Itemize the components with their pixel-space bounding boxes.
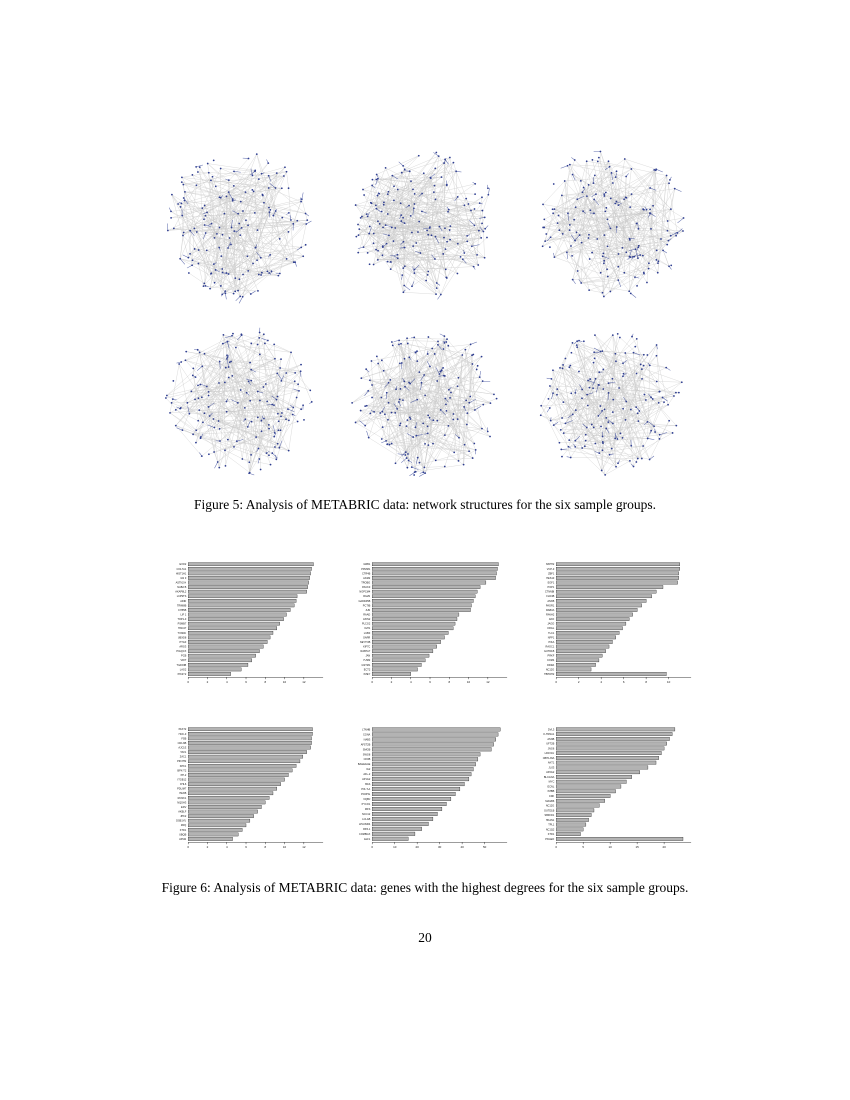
svg-text:ADID: ADID: [180, 599, 187, 603]
svg-text:AFST2B: AFST2B: [360, 743, 371, 747]
svg-text:LIF 1: LIF 1: [180, 613, 187, 617]
svg-text:50: 50: [482, 845, 487, 850]
svg-text:KPK1: KPK1: [179, 764, 187, 768]
svg-text:PSMB7: PSMB7: [177, 622, 187, 626]
svg-text:JAN: JAN: [365, 654, 371, 658]
svg-text:SBFFD1: SBFFD1: [544, 814, 555, 818]
svg-text:NXPH2: NXPH2: [545, 563, 555, 567]
svg-text:2: 2: [577, 680, 580, 685]
svg-text:RAAD: RAAD: [363, 613, 371, 617]
network-panel-group-3: [523, 140, 700, 307]
svg-text:2: 2: [206, 845, 209, 850]
svg-text:RAB3A: RAB3A: [545, 608, 555, 612]
svg-text:FSB: FSB: [181, 737, 187, 741]
svg-text:AP2G2: AP2G2: [546, 771, 555, 775]
svg-text:EDV: EDV: [181, 805, 187, 809]
svg-text:NAB3: NAB3: [363, 738, 371, 742]
svg-text:NCC12: NCC12: [361, 812, 371, 816]
network-panel-group-1: [150, 140, 327, 307]
svg-text:6: 6: [429, 680, 431, 685]
bar-panel-group-1: [155, 552, 327, 695]
svg-text:20: 20: [662, 845, 666, 850]
svg-text:JAGO: JAGO: [547, 622, 555, 626]
svg-text:ASNB: ASNB: [547, 737, 555, 741]
svg-text:GSTM1: GSTM1: [361, 663, 371, 667]
bar-panel-group-3: [523, 552, 695, 695]
svg-text:0: 0: [555, 845, 558, 850]
svg-text:PIKA: PIKA: [548, 640, 555, 644]
svg-text:LPLNM04: LPLNM04: [359, 822, 371, 826]
svg-text:IG2: IG2: [366, 768, 371, 772]
svg-text:AFL-2: AFL-2: [363, 773, 371, 777]
svg-text:LTNHB: LTNHB: [362, 728, 371, 732]
svg-text:PCTIB: PCTIB: [362, 604, 371, 608]
svg-text:8: 8: [264, 680, 267, 685]
svg-text:6: 6: [245, 845, 247, 850]
svg-text:ZAC1: ZAC1: [179, 755, 187, 759]
svg-text:GRB1: GRB1: [363, 563, 371, 567]
svg-text:HNC47: HNC47: [177, 627, 187, 631]
svg-text:PAX72: PAX72: [178, 728, 187, 732]
svg-text:PAGR1: PAGR1: [545, 604, 555, 608]
svg-text:GUTD1B: GUTD1B: [543, 650, 555, 654]
svg-text:PIK2Y2: PIK2Y2: [177, 672, 187, 676]
svg-text:PTGF: PTGF: [179, 640, 187, 644]
svg-text:FHL6: FHL6: [180, 783, 187, 787]
svg-text:10: 10: [393, 845, 397, 850]
svg-text:BPX-T2: BPX-T2: [177, 769, 187, 773]
svg-text:10: 10: [282, 680, 287, 685]
network-panel-group-6: [523, 319, 700, 486]
bar-panel-group-2: [339, 552, 511, 695]
svg-text:ECNL: ECNL: [547, 785, 555, 789]
svg-text:COL7A1: COL7A1: [176, 567, 187, 571]
svg-text:TBHDH2: TBHDH2: [544, 672, 555, 676]
svg-text:EXO2: EXO2: [179, 563, 187, 567]
bar-panel-group-4: [155, 717, 327, 860]
svg-text:6: 6: [245, 680, 247, 685]
svg-text:PYCO1: PYCO1: [361, 802, 371, 806]
svg-text:40: 40: [460, 845, 464, 850]
svg-text:UBXD8: UBXD8: [177, 636, 187, 640]
svg-text:LUBF: LUBF: [363, 631, 371, 635]
figure6-caption: Figure 6: Analysis of METABRIC data: genes with the highest degrees for the six sample groups.: [161, 880, 689, 895]
svg-text:DSB1YU: DSB1YU: [176, 819, 187, 823]
svg-text:PRKF: PRKF: [547, 654, 555, 658]
svg-text:PIK-T-A: PIK-T-A: [361, 788, 371, 792]
svg-text:IGH1: IGH1: [364, 627, 371, 631]
svg-text:HEXB: HEXB: [179, 792, 187, 796]
svg-text:ZRQ: ZRQ: [180, 824, 187, 828]
svg-text:PIGQCX: PIGQCX: [176, 650, 187, 654]
svg-text:0: 0: [371, 845, 374, 850]
svg-text:UFT2B: UFT2B: [546, 742, 555, 746]
svg-text:APGN: APGN: [179, 837, 187, 841]
svg-text:0: 0: [371, 680, 374, 685]
svg-text:CDK: CDK: [548, 794, 555, 798]
svg-text:2: 2: [206, 680, 209, 685]
svg-text:GARR: GARR: [362, 636, 371, 640]
svg-text:UBQB: UBQB: [179, 833, 187, 837]
svg-text:NEYTOB: NEYTOB: [359, 640, 371, 644]
svg-text:8: 8: [645, 680, 647, 685]
svg-text:AP1G2: AP1G2: [362, 778, 371, 782]
svg-text:20: 20: [415, 845, 419, 850]
svg-text:VRIT: VRIT: [180, 659, 187, 663]
svg-text:ECT2: ECT2: [363, 668, 371, 672]
svg-text:RAOC1: RAOC1: [545, 645, 555, 649]
bar-panel-group-6: [523, 717, 695, 860]
svg-text:BAS: BAS: [365, 783, 371, 787]
svg-text:TRIM8B: TRIM8B: [176, 604, 187, 608]
svg-text:NOPCM4: NOPCM4: [359, 590, 371, 594]
svg-text:SMGB: SMGB: [362, 748, 371, 752]
svg-text:PCDHG: PCDHG: [361, 793, 371, 797]
svg-text:HKAN1: HKAN1: [545, 818, 555, 822]
svg-text:LAG2: LAG2: [179, 668, 187, 672]
svg-text:CTR4B: CTR4B: [361, 572, 371, 576]
svg-text:PZBB: PZBB: [547, 790, 555, 794]
svg-text:4: 4: [225, 845, 228, 850]
svg-text:JUJ3: JUJ3: [548, 766, 555, 770]
svg-text:PKGEO: PKGEO: [545, 837, 555, 841]
bar-panel-group-5: [339, 717, 511, 860]
svg-text:GADD45B: GADD45B: [358, 599, 371, 603]
svg-text:KRGL: KRGL: [547, 627, 555, 631]
svg-text:CYB5B: CYB5B: [177, 608, 187, 612]
svg-text:CBH1JNA: CBH1JNA: [542, 756, 555, 760]
svg-text:FLD4B: FLD4B: [546, 595, 555, 599]
svg-text:12: 12: [302, 845, 306, 850]
svg-text:HIST1H1: HIST1H1: [175, 572, 187, 576]
svg-text:0: 0: [187, 845, 190, 850]
svg-text:0: 0: [555, 680, 558, 685]
svg-text:CK0B: CK0B: [363, 758, 371, 762]
svg-text:GUTD1B: GUTD1B: [543, 809, 555, 813]
svg-text:PZEY: PZEY: [363, 672, 371, 676]
svg-text:GN 3: GN 3: [180, 576, 187, 580]
svg-text:HCK-3: HCK-3: [178, 732, 187, 736]
svg-text:PLCG2: PLCG2: [361, 622, 371, 626]
svg-text:ELF1: ELF1: [364, 837, 371, 841]
svg-text:AKBLF: AKBLF: [178, 810, 187, 814]
svg-text:BLCGNA: BLCGNA: [543, 775, 555, 779]
svg-text:YUSM: YUSM: [362, 659, 371, 663]
svg-text:NAB2 B: NAB2 B: [177, 586, 187, 590]
svg-text:AASM: AASM: [363, 576, 371, 580]
svg-text:AKT1: AKT1: [547, 761, 555, 765]
svg-text:8: 8: [264, 845, 267, 850]
svg-text:TLC1: TLC1: [548, 631, 555, 635]
svg-text:4: 4: [225, 680, 228, 685]
svg-text:NQBJ: NQBJ: [363, 797, 371, 801]
svg-text:TAV1: TAV1: [180, 751, 187, 755]
figure5-caption: Figure 5: Analysis of METABRIC data: network structures for the six sample groups.: [194, 497, 656, 512]
svg-text:12: 12: [486, 680, 490, 685]
svg-text:5: 5: [582, 845, 585, 850]
svg-text:TROBG: TROBG: [361, 581, 371, 585]
svg-text:PCB: PCB: [181, 654, 187, 658]
svg-text:TOP1-3: TOP1-3: [177, 618, 187, 622]
network-panel-group-2: [337, 140, 514, 307]
svg-text:RG2N: RG2N: [363, 595, 371, 599]
svg-text:0: 0: [187, 680, 190, 685]
svg-text:POP1: POP1: [547, 586, 555, 590]
svg-text:NC12G: NC12G: [545, 668, 555, 672]
svg-text:8: 8: [448, 680, 451, 685]
figure6-bar-grid: [155, 552, 695, 860]
svg-text:4: 4: [409, 680, 412, 685]
svg-text:COMBGX: COMBGX: [359, 832, 371, 836]
svg-text:ANXB: ANXB: [547, 599, 555, 603]
svg-text:10: 10: [282, 845, 287, 850]
svg-text:KIF7C: KIF7C: [363, 645, 371, 649]
svg-text:SWG8: SWG8: [362, 753, 371, 757]
svg-text:KTD1: KTD1: [547, 833, 555, 837]
svg-text:ITGB12: ITGB12: [177, 778, 187, 782]
svg-text:VCP-3: VCP-3: [546, 567, 555, 571]
svg-text:NC1Q2: NC1Q2: [545, 828, 555, 832]
svg-text:LCLAB: LCLAB: [362, 817, 371, 821]
svg-text:LCP9TS: LCP9TS: [176, 595, 187, 599]
svg-text:HES13: HES13: [546, 576, 555, 580]
svg-text:AXIN2: AXIN2: [362, 618, 371, 622]
figure5-network-grid: [150, 140, 700, 485]
svg-text:PACK3: PACK3: [362, 586, 371, 590]
svg-text:AJC1E: AJC1E: [178, 746, 187, 750]
svg-text:CRLNB: CRLNB: [177, 741, 187, 745]
svg-text:10: 10: [666, 680, 671, 685]
svg-text:NC12G: NC12G: [545, 804, 555, 808]
svg-text:AKAP8L2: AKAP8L2: [175, 590, 187, 594]
svg-text:RAB7A7: RAB7A7: [360, 650, 371, 654]
svg-text:JUN: JUN: [365, 608, 371, 612]
svg-text:6: 6: [622, 680, 625, 685]
svg-text:PPMM1: PPMM1: [361, 567, 371, 571]
svg-text:10: 10: [466, 680, 471, 685]
svg-text:COM4: COM4: [546, 659, 555, 663]
svg-text:MAGB6: MAGB6: [545, 799, 555, 803]
svg-text:12: 12: [302, 680, 306, 685]
svg-text:TPL1: TPL1: [548, 823, 555, 827]
svg-text:RAVH2: RAVH2: [546, 613, 555, 617]
page-number: 20: [418, 930, 432, 945]
svg-text:RK5-1: RK5-1: [363, 827, 371, 831]
svg-text:PP-2: PP-2: [180, 773, 187, 777]
svg-text:BAGEAGE: BAGEAGE: [357, 763, 371, 767]
svg-text:15: 15: [635, 845, 639, 850]
svg-text:NFP1: NFP1: [547, 636, 555, 640]
svg-text:DVL3: DVL3: [547, 728, 555, 732]
svg-text:LRAY1U: LRAY1U: [544, 752, 555, 756]
svg-text:ARG3: ARG3: [179, 645, 187, 649]
svg-text:TXNDC: TXNDC: [177, 631, 187, 635]
svg-text:30: 30: [438, 845, 442, 850]
svg-text:DDRA: DDRA: [547, 663, 555, 667]
svg-text:KTD1: KTD1: [179, 828, 187, 832]
svg-text:NQGH3: NQGH3: [177, 801, 187, 805]
network-panel-group-4: [150, 319, 327, 486]
svg-text:JPK2: JPK2: [180, 815, 187, 819]
svg-text:CTNNBI: CTNNBI: [544, 590, 555, 594]
network-panel-group-5: [337, 319, 514, 486]
svg-text:JNG6: JNG6: [547, 747, 555, 751]
svg-text:ASTN2 H: ASTN2 H: [175, 581, 187, 585]
svg-text:K-TRNA1: K-TRNA1: [543, 733, 555, 737]
svg-text:AKO: AKO: [548, 618, 555, 622]
svg-text:TGDOIB: TGDOIB: [176, 663, 187, 667]
svg-text:PIK3TM: PIK3TM: [177, 760, 187, 764]
svg-text:RCNK1: RCNK1: [177, 796, 187, 800]
svg-text:MYC: MYC: [548, 780, 555, 784]
svg-text:4: 4: [600, 680, 603, 685]
svg-text:EGF1: EGF1: [547, 581, 555, 585]
svg-text:CGNA: CGNA: [362, 733, 371, 737]
svg-text:PDLIM7: PDLIM7: [177, 787, 187, 791]
svg-text:MFS: MFS: [364, 807, 371, 811]
svg-text:ZBF1: ZBF1: [548, 572, 555, 576]
svg-text:10: 10: [608, 845, 612, 850]
svg-text:2: 2: [390, 680, 393, 685]
